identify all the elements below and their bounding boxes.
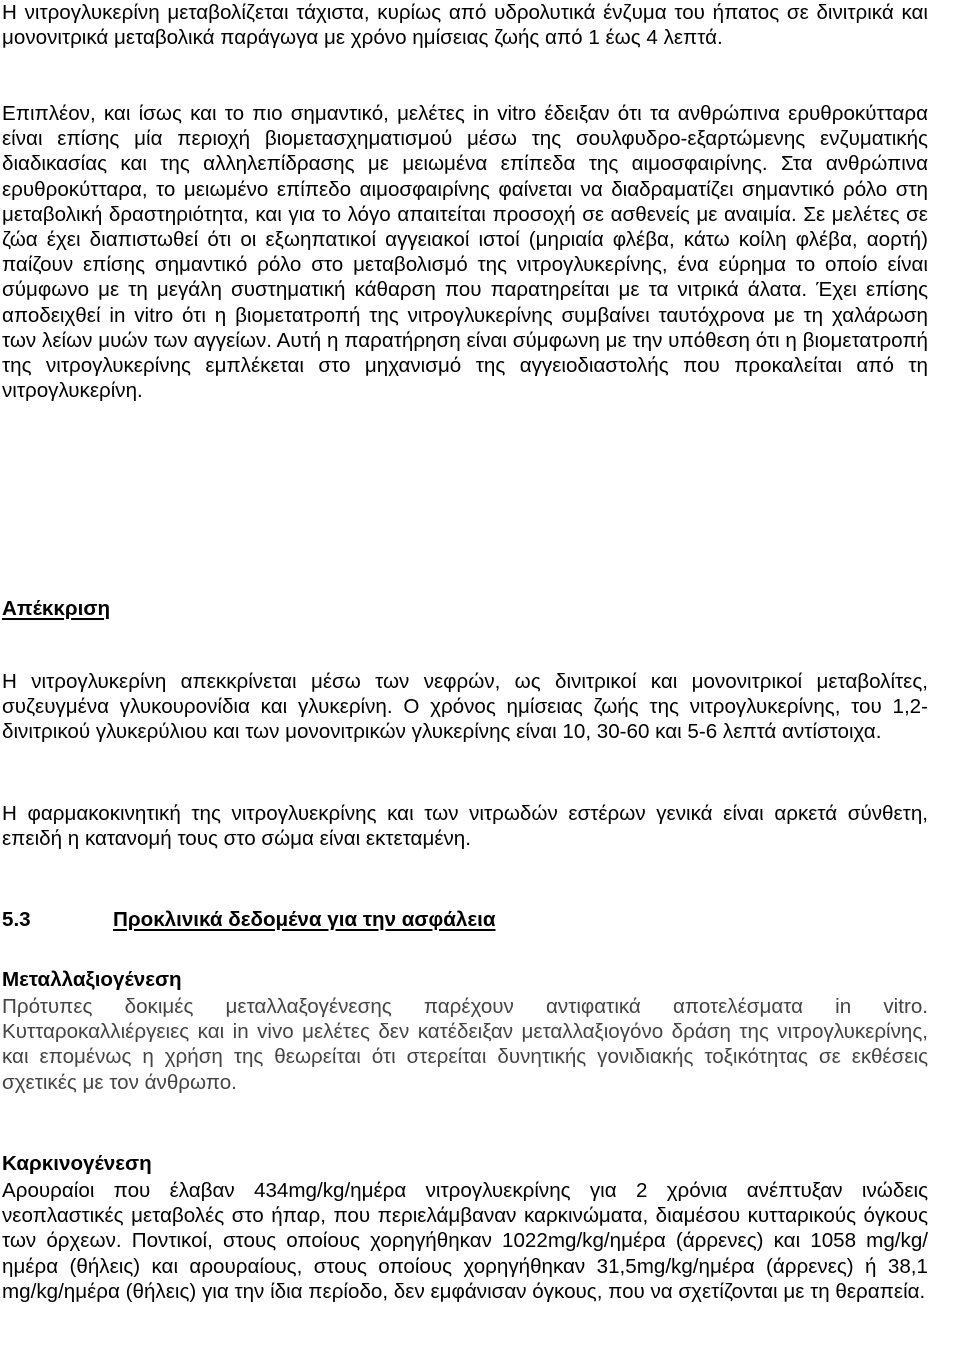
excretion-paragraph: Η νιτρογλυκερίνη απεκκρίνεται μέσω των νεφρών, ως δινιτρικοί και μονονιτρικοί μεταβολίτες, συζευγμένα γλυκουρονίδια και γλυκερίνη. Ο χρόνος ημίσειας ζωής της νιτρογλυκερίνης, του 1,2-δινιτρικού γλυκερύλιου και των μονονιτρικών γλυκερίνης είναι 10, 30-60 και 5-6 λεπτά αντίστοιχα. [2,670,928,744]
excretion-heading: Απέκκριση [2,597,111,620]
carcinogenesis-paragraph: Αρουραίοι που έλαβαν 434mg/kg/ημέρα νιτρογλυεκρίνης για 2 χρόνια ανέπτυξαν ινώδεις νεοπλαστικές μεταβολές στο ήπαρ, που περιελάμβαναν καρκινώματα, διαμέσου κυτταρικούς όγκους των όρχεων. Ποντικοί, στους οποίους χορηγήθηκαν 1022mg/kg/ημέρα (άρρενες) και 1058 mg/kg/ημέρα (θήλεις) και αρουραίους, στους οποίους χορηγήθηκαν 31,5mg/kg/ημέρα (άρρενες) ή 38,1 mg/kg/ημέρα (θήλεις) για την ίδια περίοδο, δεν εμφάνισαν όγκους, που να σχετίζονται με τη θεραπεία. [2,1179,928,1303]
section-title: Προκλινικά δεδομένα για την ασφάλεια [113,908,496,931]
carcinogenesis-heading: Καρκινογένεση [2,1152,152,1175]
section-number: 5.3 [2,908,31,931]
biotransformation-paragraph: Επιπλέον, και ίσως και το πιο σημαντικό, μελέτες in vitro έδειξαν ότι τα ανθρώπινα ερυθροκύτταρα είναι επίσης μία περιοχή βιομετασχηματισμού μέσω της σουλφυδρο-εξαρτώμενης ενζυματικής διαδικασίας και της αλληλεπίδρασης με μειωμένα επίπεδα της αιμοσφαιρίνης. Στα ανθρώπινα ερυθροκύτταρα, το μειωμένο επίπεδο αιμοσφαιρίνης φαίνεται να διαδραματίζει σημαντικό ρόλο στη μεταβολική δραστηριότητα, και για το λόγο απαιτείται προσοχή σε ασθενείς με αναιμία. Σε μελέτες σε ζώα έχει διαπιστωθεί ότι οι εξωηπατικοί αγγειακοί ιστοί (μηριαία φλέβα, κάτω κοίλη φλέβα, αορτή) παίζουν επίσης σημαντικό ρόλο στο μεταβολισμό της νιτρογλυκερίνης, ένα εύρημα το οποίο είναι σύμφωνο με τη μεγάλη συστηματική κάθαρση που παρατηρείται με τα νιτρικά άλατα. Έχει επίσης αποδειχθεί in vitro ότι η βιομετατροπή της νιτρογλυκερίνης συμβαίνει ταυτόχρονα με τη χαλάρωση των λείων μυών των αγγείων. Αυτή η παρατήρηση είναι σύμφωνη με την υπόθεση ότι η βιομετατροπή της νιτρογλυκερίνης εμπλέκεται στο μηχανισμό της αγγειοδιαστολής που προκαλείται από τη νιτρογλυκερίνη. [2,102,928,403]
metabolism-paragraph: Η νιτρογλυκερίνη μεταβολίζεται τάχιστα, κυρίως από υδρολυτικά ένζυμα του ήπατος σε δινιτρικά και μονονιτρικά μεταβολικά παράγωγα με χρόνο ημίσειας ζωής από 1 έως 4 λεπτά. [2,1,928,50]
pharmacokinetics-paragraph: Η φαρμακοκινητική της νιτρογλυεκρίνης και των νιτρωδών εστέρων γενικά είναι αρκετά σύνθετη, επειδή η κατανομή τους στο σώμα είναι εκτεταμένη. [2,802,928,851]
mutagenesis-heading: Μεταλλαξιογένεση [2,968,182,991]
mutagenesis-paragraph: Πρότυπες δοκιμές μεταλλαξογένεσης παρέχουν αντιφατικά αποτελέσματα in vitro. Κυτταροκαλλιέργειες και in vivo μελέτες δεν κατέδειξαν μεταλλαξιογόνο δράση της νιτρογλυκερίνης, και επομένως η χρήση της θεωρείται ότι στερείται δυνητικής γονιδιακής τοξικότητας σε εκθέσεις σχετικές με τον άνθρωπο. [2,995,928,1094]
